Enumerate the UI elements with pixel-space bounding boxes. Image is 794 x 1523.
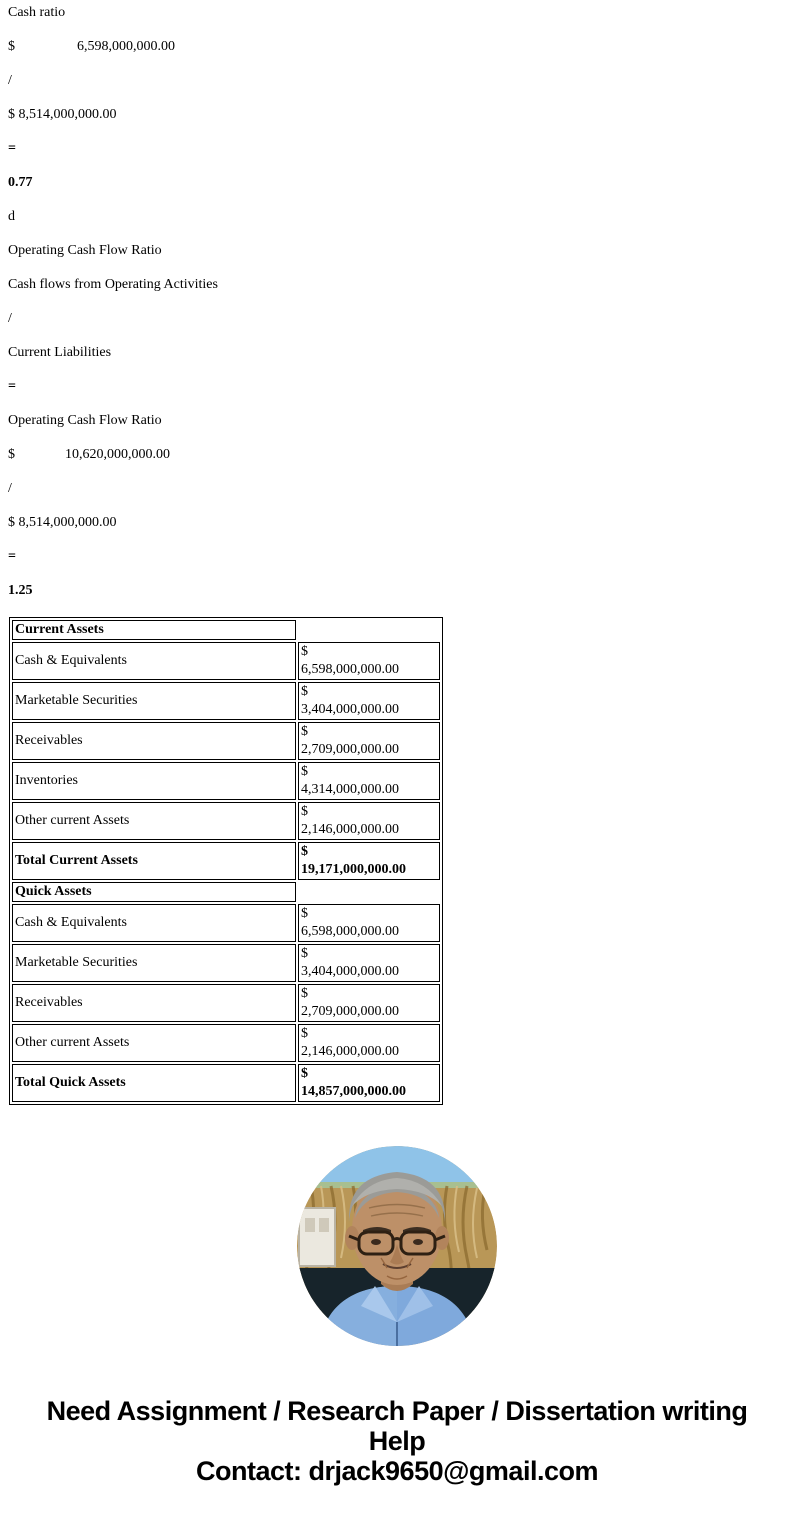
section-header-row [12,620,440,640]
amount: 10,620,000,000.00 [65,447,170,462]
calc-line: = [8,549,16,564]
calc-line: $ 8,514,000,000.00 [8,107,117,122]
currency-symbol: $ [301,644,308,659]
row-label: Total Quick Assets [15,1075,126,1090]
amount: 2,709,000,000.00 [301,742,399,757]
value-cell [298,904,440,942]
currency-symbol: $ [301,986,308,1001]
calc-line-money [8,447,786,462]
amount: 19,171,000,000.00 [301,862,406,877]
label-cell [12,944,296,982]
amount: 2,709,000,000.00 [301,1004,399,1019]
currency-symbol: $ [301,906,308,921]
section-header-cell [12,620,296,640]
label-cell [12,984,296,1022]
table-row [12,904,440,942]
footer-banner [35,1396,759,1486]
amount: 2,146,000,000.00 [301,1044,399,1059]
label-cell [12,1024,296,1062]
calc-line: $ 8,514,000,000.00 [8,515,117,530]
row-label: Total Current Assets [15,853,138,868]
calc-line: Cash flows from Operating Activities [8,277,218,292]
label-cell [12,904,296,942]
table-row [12,762,440,800]
currency-symbol: $ [301,804,308,819]
table-row [12,722,440,760]
assets-table [9,617,443,1105]
value-cell [298,802,440,840]
value-cell [298,642,440,680]
empty-cell [298,620,440,640]
amount: 2,146,000,000.00 [301,822,399,837]
label-cell [12,722,296,760]
calc-result: 1.25 [8,583,33,598]
value-cell [298,1024,440,1062]
row-label: Cash & Equivalents [15,915,127,930]
calc-line: / [8,481,12,496]
table-row [12,944,440,982]
calc-line: Current Liabilities [8,345,112,360]
table-row [12,682,440,720]
label-cell [12,802,296,840]
currency-symbol: $ [8,447,15,462]
section-header-row [12,882,440,902]
table-total-row [12,1064,440,1102]
value-cell [298,1064,440,1102]
section-title: Current Assets [15,622,104,637]
footer-help-text: Need Assignment / Research Paper / Dissertation writing Help [46,1396,748,1456]
currency-symbol: $ [8,39,15,54]
currency-symbol: $ [301,764,308,779]
row-label: Other current Assets [15,813,130,828]
amount: 6,598,000,000.00 [77,39,175,54]
currency-symbol: $ [301,684,308,699]
calc-line: Operating Cash Flow Ratio [8,243,162,258]
calc-line: Cash ratio [8,5,66,20]
calc-result: 0.77 [8,175,33,190]
footer-contact-text: Contact: drjack9650@gmail.com [196,1456,598,1486]
table-total-row [12,842,440,880]
amount: 3,404,000,000.00 [301,702,399,717]
calc-line: = [8,379,16,394]
calc-line: / [8,73,12,88]
amount: 14,857,000,000.00 [301,1084,406,1099]
amount: 4,314,000,000.00 [301,782,399,797]
row-label: Receivables [15,995,83,1010]
calc-line-money [8,39,786,54]
label-cell [12,1064,296,1102]
label-cell [12,762,296,800]
row-label: Cash & Equivalents [15,653,127,668]
calc-line: / [8,311,12,326]
table-row [12,802,440,840]
section-header-cell [12,882,296,902]
calc-line: d [8,209,15,224]
amount: 6,598,000,000.00 [301,924,399,939]
label-cell [12,682,296,720]
currency-symbol: $ [301,946,308,961]
value-cell [298,944,440,982]
calc-section [8,5,786,598]
value-cell [298,842,440,880]
section-title: Quick Assets [15,884,92,899]
value-cell [298,984,440,1022]
amount: 6,598,000,000.00 [301,662,399,677]
currency-symbol: $ [301,1066,308,1081]
person-photo-icon [297,1146,497,1346]
table-row [12,984,440,1022]
amount: 3,404,000,000.00 [301,964,399,979]
row-label: Marketable Securities [15,955,138,970]
empty-cell [298,882,440,902]
value-cell [298,682,440,720]
row-label: Other current Assets [15,1035,130,1050]
row-label: Marketable Securities [15,693,138,708]
value-cell [298,762,440,800]
table-row [12,642,440,680]
calc-line: = [8,141,16,156]
currency-symbol: $ [301,724,308,739]
row-label: Inventories [15,773,78,788]
table-row [12,1024,440,1062]
avatar [297,1146,497,1346]
value-cell [298,722,440,760]
calc-line: Operating Cash Flow Ratio [8,413,162,428]
label-cell [12,642,296,680]
currency-symbol: $ [301,844,308,859]
row-label: Receivables [15,733,83,748]
currency-symbol: $ [301,1026,308,1041]
label-cell [12,842,296,880]
